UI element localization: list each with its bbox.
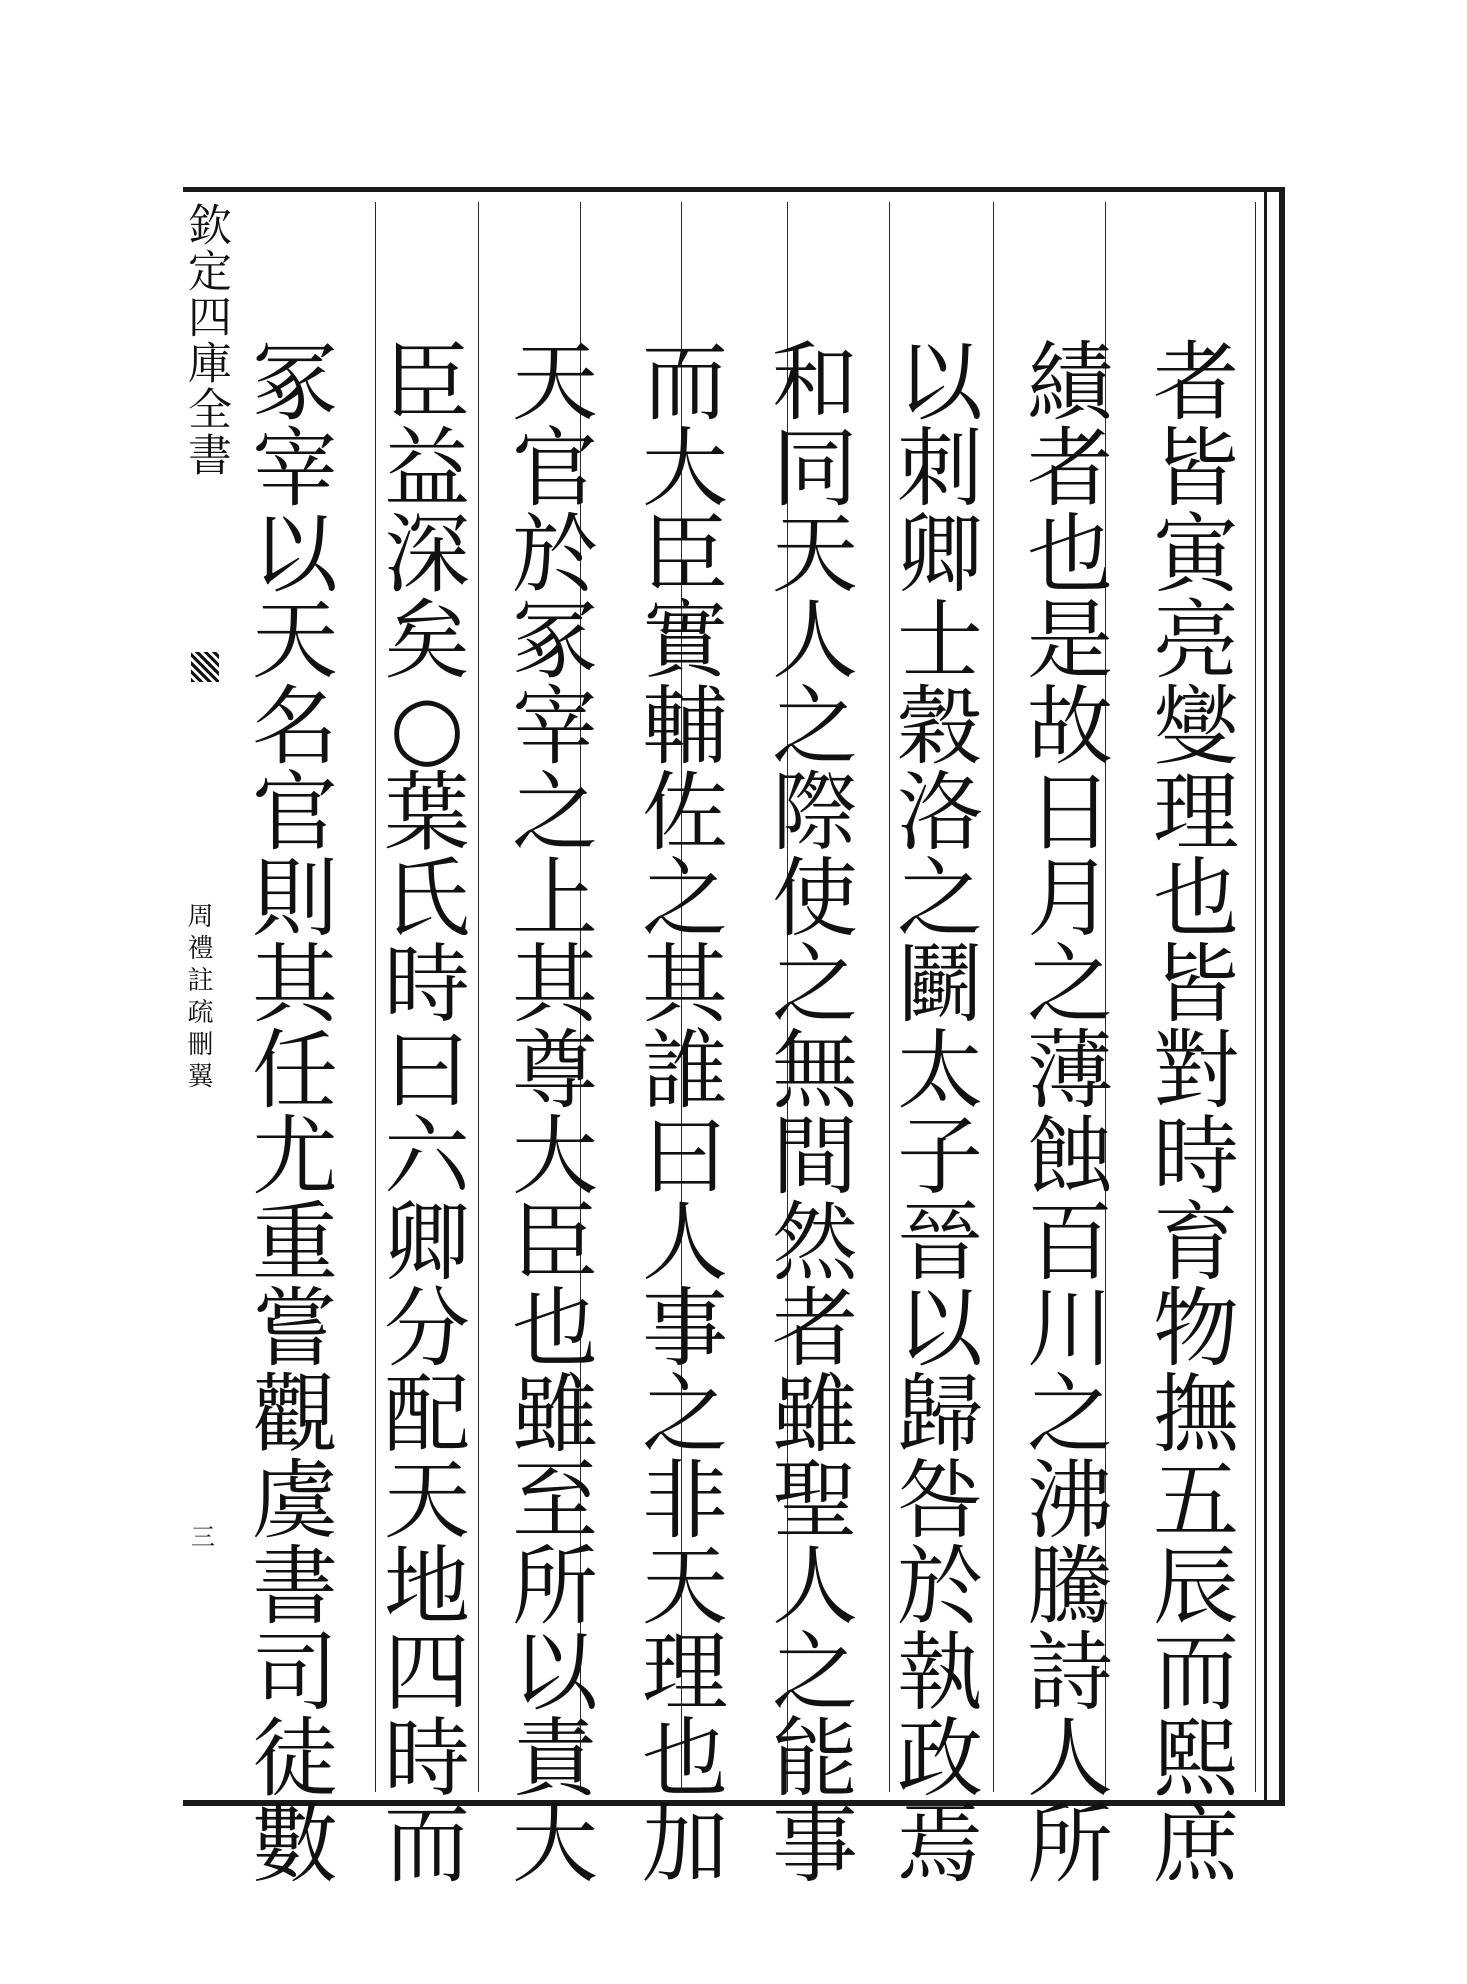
margin-page-number: 三 [191, 1523, 215, 1551]
glyph: 所 [512, 1537, 598, 1637]
glyph: 故 [1027, 677, 1113, 777]
glyph: 也 [512, 1279, 598, 1379]
glyph: 皆 [1153, 419, 1239, 519]
glyph: 咎 [897, 1451, 983, 1551]
glyph: 寅 [1153, 505, 1239, 605]
glyph: 川 [1027, 1279, 1113, 1379]
glyph: 晉 [897, 1193, 983, 1293]
glyph: 宰 [512, 677, 598, 777]
glyph: 之 [772, 677, 858, 777]
glyph: 所 [1027, 1795, 1113, 1895]
glyph: 日 [1027, 763, 1113, 863]
text-column-2 [1015, 333, 1125, 1895]
glyph: 者 [1027, 419, 1113, 519]
glyph: 虞 [252, 1451, 338, 1551]
glyph: 數 [252, 1795, 338, 1895]
margin-title-fragment: 欽定四庫全書 [180, 202, 231, 478]
glyph: 之 [772, 1623, 858, 1723]
glyph: 葉 [384, 763, 470, 863]
fore-edge-margin [180, 187, 231, 1806]
glyph: 騰 [1027, 1537, 1113, 1637]
glyph: 是 [1027, 591, 1113, 691]
glyph: 天 [512, 333, 598, 433]
glyph: 曰 [384, 1021, 470, 1121]
glyph: 時 [384, 1709, 470, 1809]
glyph: 理 [642, 1623, 728, 1723]
glyph: 刺 [897, 419, 983, 519]
text-column-7 [372, 333, 482, 1895]
glyph: 輔 [642, 677, 728, 777]
glyph: 績 [1027, 333, 1113, 433]
glyph: 佐 [642, 763, 728, 863]
glyph: 至 [512, 1451, 598, 1551]
glyph: 之 [772, 935, 858, 1035]
glyph: 鬬 [897, 935, 983, 1035]
glyph: 焉 [897, 1795, 983, 1895]
glyph: 之 [1027, 935, 1113, 1035]
glyph: 司 [252, 1623, 338, 1723]
glyph: 政 [897, 1709, 983, 1809]
glyph: 於 [897, 1537, 983, 1637]
glyph: 以 [252, 505, 338, 605]
glyph: 以 [512, 1623, 598, 1723]
glyph: 能 [772, 1709, 858, 1809]
glyph: 之 [897, 849, 983, 949]
glyph: 者 [772, 1279, 858, 1379]
glyph: 燮 [1153, 677, 1239, 777]
glyph: 人 [772, 591, 858, 691]
glyph: 官 [252, 763, 338, 863]
glyph: 時 [1153, 1107, 1239, 1207]
glyph: 時 [384, 935, 470, 1035]
glyph: 五 [1153, 1451, 1239, 1551]
glyph: 四 [384, 1623, 470, 1723]
glyph: 大 [642, 419, 728, 519]
glyph: 曰 [642, 1107, 728, 1207]
glyph: 亮 [1153, 591, 1239, 691]
glyph: 臣 [642, 505, 728, 605]
glyph: 聖 [772, 1451, 858, 1551]
fish-tail-ornament [191, 652, 219, 682]
glyph: 雖 [772, 1365, 858, 1465]
glyph: 之 [642, 849, 728, 949]
glyph: 和 [772, 333, 858, 433]
glyph: 歸 [897, 1365, 983, 1465]
glyph: 皆 [1153, 935, 1239, 1035]
glyph: 任 [252, 1021, 338, 1121]
glyph: 太 [897, 1021, 983, 1121]
glyph: 之 [642, 1365, 728, 1465]
glyph: 人 [642, 1193, 728, 1293]
glyph: 也 [642, 1709, 728, 1809]
glyph: 蝕 [1027, 1107, 1113, 1207]
glyph: 配 [384, 1365, 470, 1465]
glyph: 人 [772, 1537, 858, 1637]
glyph: 矣 [384, 591, 470, 691]
glyph: 同 [772, 419, 858, 519]
glyph: 天 [642, 1537, 728, 1637]
glyph: 嘗 [252, 1279, 338, 1379]
glyph: 沸 [1027, 1451, 1113, 1551]
glyph: 冢 [252, 333, 338, 433]
glyph: 大 [512, 1795, 598, 1895]
glyph: 人 [1027, 1709, 1113, 1809]
glyph: 上 [512, 849, 598, 949]
frame-inner-border [1264, 192, 1267, 1800]
glyph: 則 [252, 849, 338, 949]
glyph: 非 [642, 1451, 728, 1551]
glyph: 天 [772, 505, 858, 605]
glyph: 尊 [512, 1021, 598, 1121]
text-column-6 [500, 333, 610, 1895]
glyph: 熙 [1153, 1709, 1239, 1809]
glyph: ○ [389, 677, 465, 777]
glyph: 無 [772, 1021, 858, 1121]
glyph: 辰 [1153, 1537, 1239, 1637]
glyph: 冢 [512, 591, 598, 691]
glyph: 月 [1027, 849, 1113, 949]
glyph: 而 [642, 333, 728, 433]
glyph: 天 [384, 1451, 470, 1551]
glyph: 於 [512, 505, 598, 605]
glyph: 事 [772, 1795, 858, 1895]
glyph: 六 [384, 1107, 470, 1207]
glyph: 使 [772, 849, 858, 949]
margin-book-title: 周禮註疏刪翼 [183, 902, 213, 1094]
glyph: 者 [1153, 333, 1239, 433]
text-column-1 [1141, 333, 1251, 1895]
glyph: 而 [384, 1795, 470, 1895]
glyph: 實 [642, 591, 728, 691]
glyph: 物 [1153, 1279, 1239, 1379]
glyph: 臣 [384, 333, 470, 433]
glyph: 加 [642, 1795, 728, 1895]
glyph: 之 [1027, 1365, 1113, 1465]
glyph: 其 [512, 935, 598, 1035]
glyph: 也 [1027, 505, 1113, 605]
glyph: 百 [1027, 1193, 1113, 1293]
glyph: 而 [1153, 1623, 1239, 1723]
glyph: 育 [1153, 1193, 1239, 1293]
glyph: 庶 [1153, 1795, 1239, 1895]
glyph: 之 [512, 763, 598, 863]
glyph: 官 [512, 419, 598, 519]
glyph: 間 [772, 1107, 858, 1207]
glyph: 詩 [1027, 1623, 1113, 1723]
glyph: 臣 [512, 1193, 598, 1293]
glyph: 書 [252, 1537, 338, 1637]
glyph: 益 [384, 419, 470, 519]
glyph: 地 [384, 1537, 470, 1637]
text-column-8 [240, 333, 350, 1895]
glyph: 薄 [1027, 1021, 1113, 1121]
glyph: 觀 [252, 1365, 338, 1465]
glyph: 卿 [897, 505, 983, 605]
glyph: 徒 [252, 1709, 338, 1809]
text-column-3 [885, 333, 995, 1895]
glyph: 卿 [384, 1193, 470, 1293]
glyph: 其 [642, 935, 728, 1035]
glyph: 也 [1153, 849, 1239, 949]
glyph: 誰 [642, 1021, 728, 1121]
glyph: 其 [252, 935, 338, 1035]
glyph: 洛 [897, 763, 983, 863]
glyph: 士 [897, 591, 983, 691]
glyph: 以 [897, 1279, 983, 1379]
glyph: 然 [772, 1193, 858, 1293]
glyph: 理 [1153, 763, 1239, 863]
glyph: 天 [252, 591, 338, 691]
glyph: 以 [897, 333, 983, 433]
glyph: 氏 [384, 849, 470, 949]
glyph: 事 [642, 1279, 728, 1379]
glyph: 子 [897, 1107, 983, 1207]
glyph: 執 [897, 1623, 983, 1723]
glyph: 責 [512, 1709, 598, 1809]
glyph: 分 [384, 1279, 470, 1379]
glyph: 大 [512, 1107, 598, 1207]
glyph: 宰 [252, 419, 338, 519]
glyph: 對 [1153, 1021, 1239, 1121]
glyph: 撫 [1153, 1365, 1239, 1465]
glyph: 名 [252, 677, 338, 777]
glyph: 雖 [512, 1365, 598, 1465]
glyph: 穀 [897, 677, 983, 777]
text-column-4 [760, 333, 870, 1895]
text-column-5 [630, 333, 740, 1895]
glyph: 深 [384, 505, 470, 605]
glyph: 尤 [252, 1107, 338, 1207]
glyph: 重 [252, 1193, 338, 1293]
column-rule [1255, 202, 1256, 1792]
glyph: 際 [772, 763, 858, 863]
